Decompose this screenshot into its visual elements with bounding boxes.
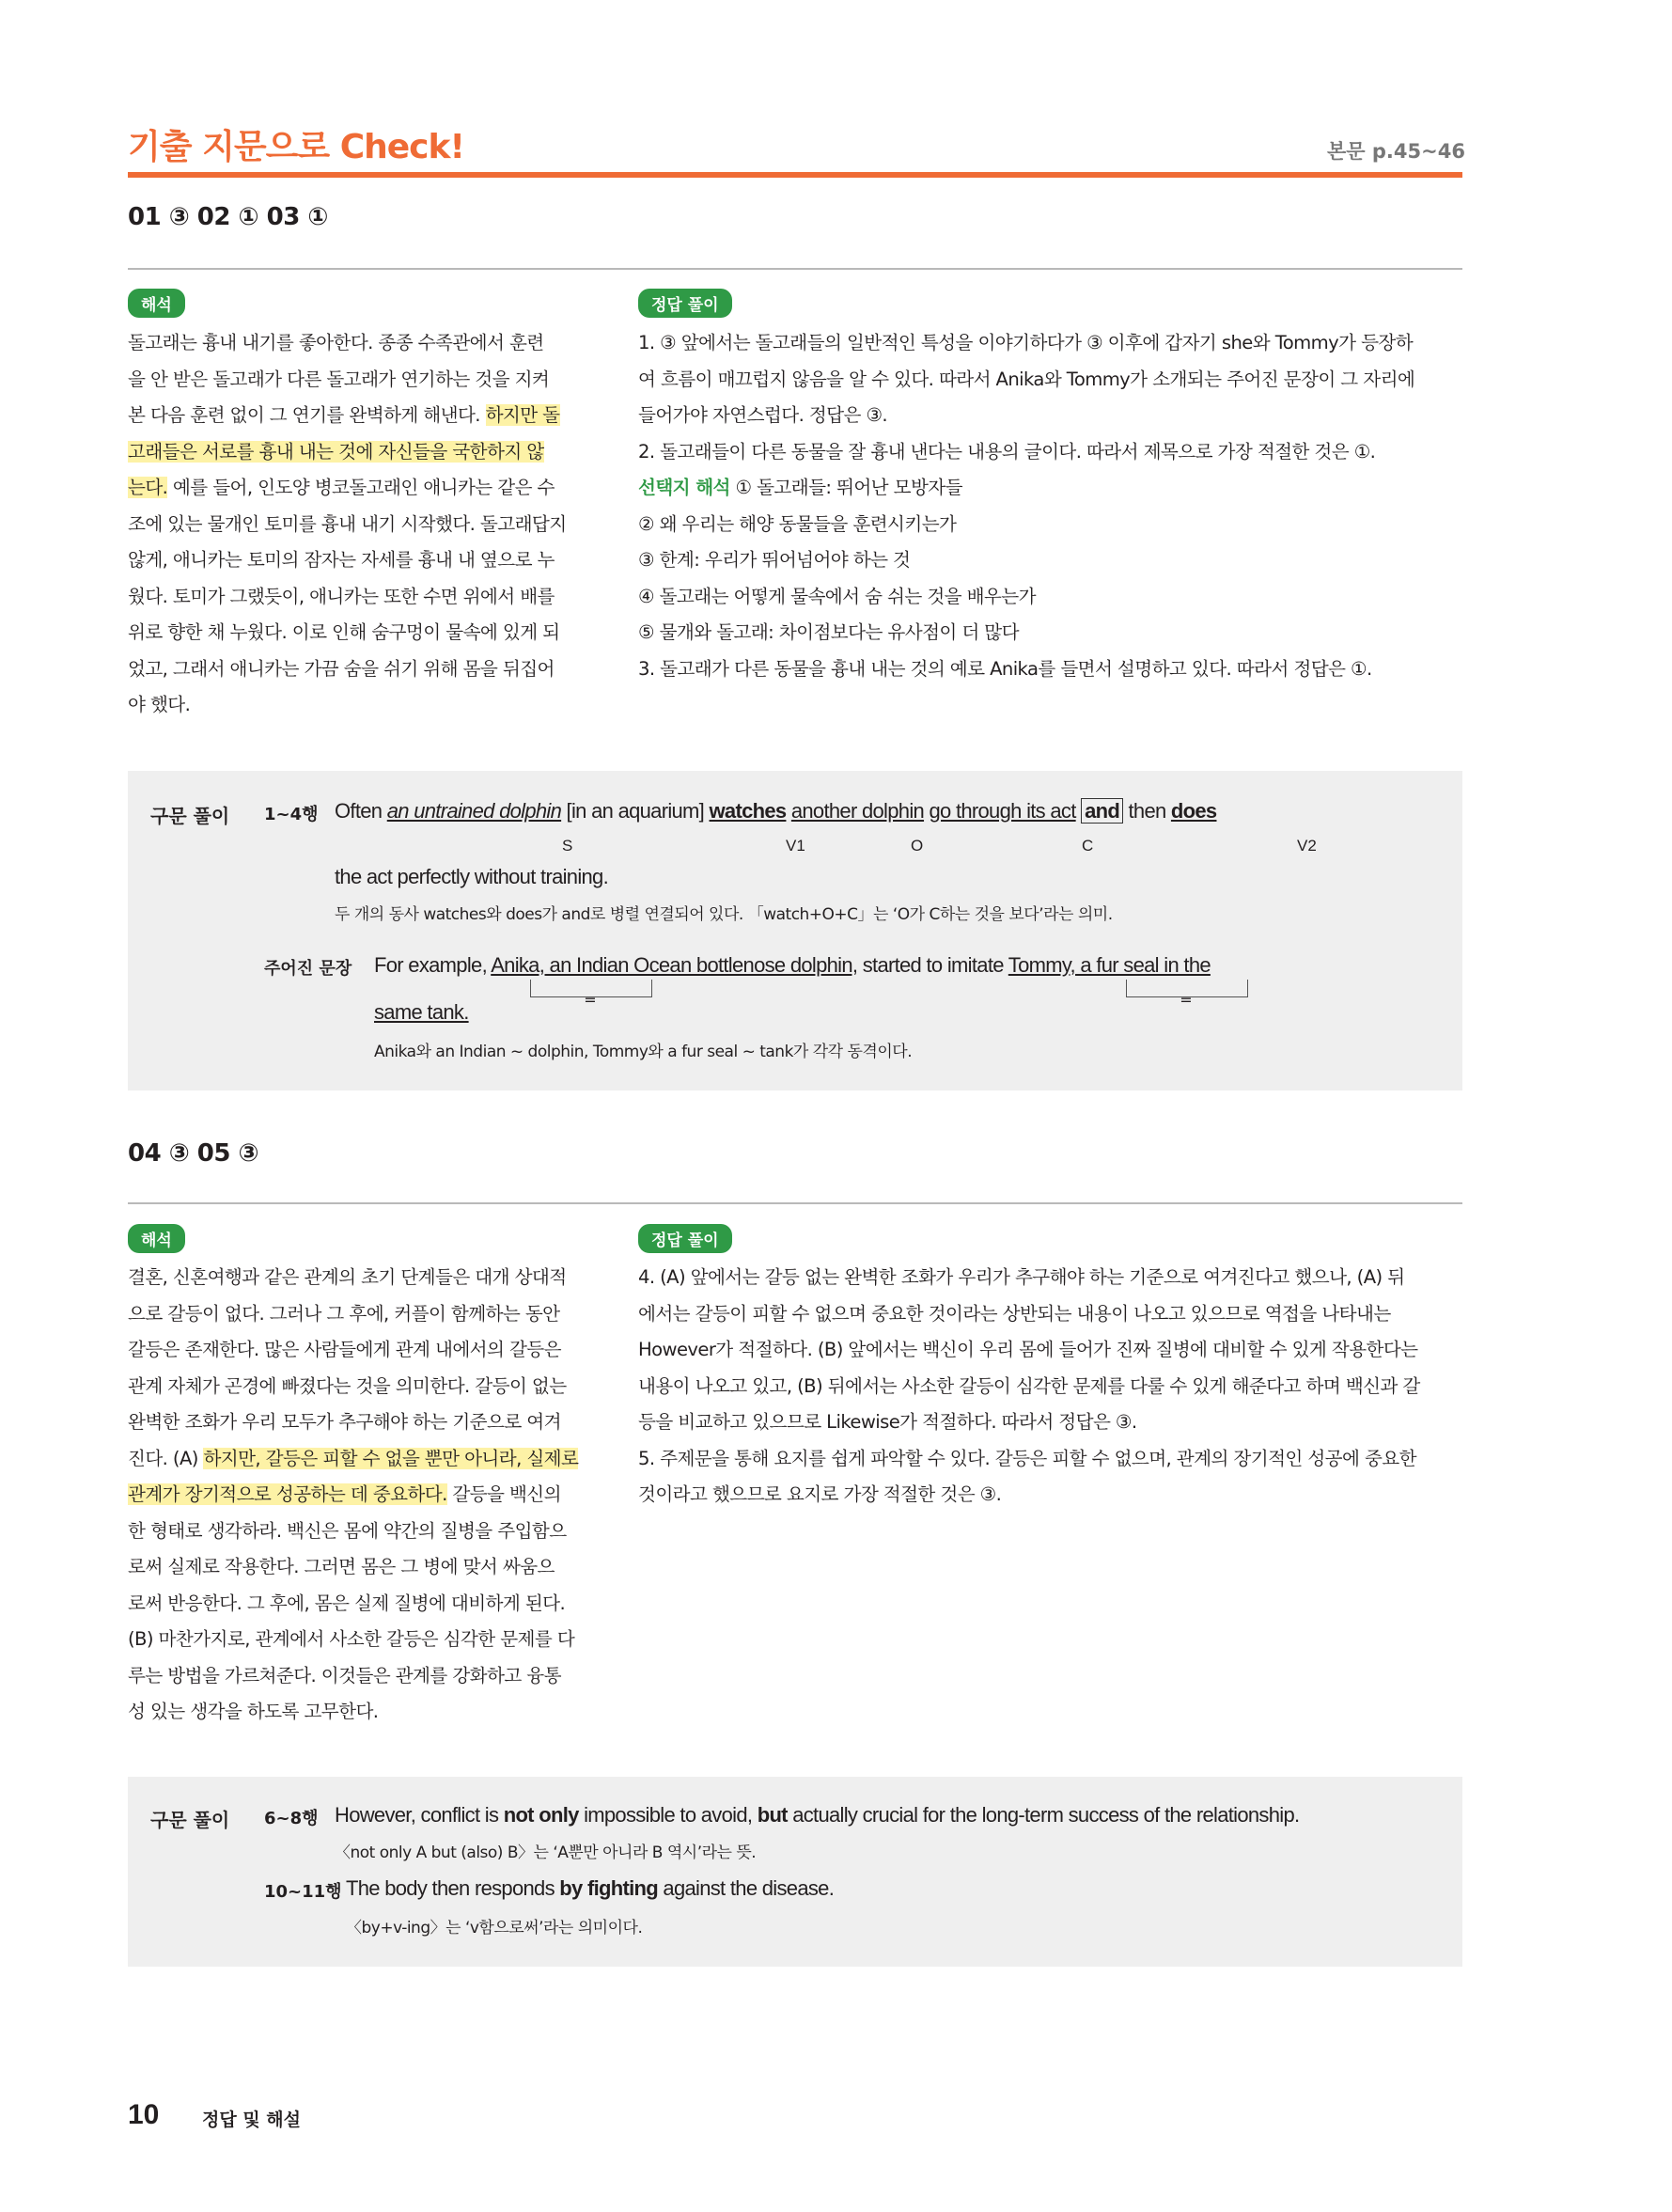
solution-line: ② 왜 우리는 해양 동물들을 훈련시키는가 xyxy=(638,512,957,535)
appositive-1: Anika, an Indian Ocean bottlenose dolphin, xyxy=(491,953,858,977)
translation-line: 야 했다. xyxy=(128,694,191,715)
text-run: Often xyxy=(335,799,387,823)
header-rule xyxy=(128,172,1462,178)
solution-line: 1. ③ 앞에서는 돌고래들의 일반적인 특성을 이야기하다가 ③ 이후에 갑자기 she와 Tommy가 등장하 xyxy=(638,332,1414,353)
translation-line: 루는 방법을 가르쳐준다. 이것들은 관계를 강화하고 융통 xyxy=(128,1664,561,1686)
given-sentence-label: 주어진 문장 xyxy=(264,959,352,979)
text-run: 진다. (A) xyxy=(128,1447,204,1469)
solution-line: 등을 비교하고 있으므로 Likewise가 적절하다. 따라서 정답은 ③. xyxy=(638,1411,1137,1433)
translation-line: 관계 자체가 곤경에 빠졌다는 것을 의미한다. 갈등이 없는 xyxy=(128,1374,567,1397)
highlight-run: 관계가 장기적으로 성공하는 데 중요하다. xyxy=(128,1483,447,1505)
complement-phrase: go through its act xyxy=(929,799,1076,823)
solution-badge xyxy=(638,289,732,318)
section2-rule xyxy=(128,1202,1462,1204)
text-run: same tank. xyxy=(374,1000,469,1024)
syntax-label: 구문 풀이 xyxy=(150,1809,230,1831)
equals-sign-2: = xyxy=(1180,991,1193,1009)
translation-line: 않게, 애니카는 토미의 잠자는 자세를 흉내 내 옆으로 누 xyxy=(128,549,555,571)
text-run: 예를 들어, 인도양 병코돌고래인 애니카는 같은 수 xyxy=(167,477,555,498)
equals-sign-1: = xyxy=(584,991,597,1009)
translation-line: 돌고래는 흉내 내기를 좋아한다. 종종 수족관에서 훈련 xyxy=(128,332,544,353)
line-reference: 6~8행 xyxy=(264,1809,319,1828)
translation-line: 웠다. 토미가 그랬듯이, 애니카는 또한 수면 위에서 배를 xyxy=(128,585,555,607)
syntax-note-3: 〈not only A but (also) B〉는 ‘A뿐만 아니라 B 역시’라는 뜻. xyxy=(335,1843,757,1862)
solution-line: 에서는 갈등이 피할 수 없으며 중요한 것이라는 상반되는 내용이 나오고 있으므로 역접을 나타내는 xyxy=(638,1302,1391,1325)
text-run: However, conflict is xyxy=(335,1803,504,1827)
text-run: ① 돌고래들: 뛰어난 모방자들 xyxy=(729,477,962,498)
text-run: For example, xyxy=(374,953,492,977)
translation-line xyxy=(128,434,567,471)
translation-line: 한 형태로 생각하라. 백신은 몸에 약간의 질병을 주입함으 xyxy=(128,1519,567,1542)
translation-label: 해석 xyxy=(128,289,185,318)
tag-subject: S xyxy=(562,837,573,855)
translation-line: 갈등은 존재한다. 많은 사람들에게 관계 내에서의 갈등은 xyxy=(128,1339,561,1360)
solution-line: 5. 주제문을 통해 요지를 쉽게 파악할 수 있다. 갈등은 피할 수 없으며, 관계의 장기적인 성공에 중요한 xyxy=(638,1447,1416,1469)
syntax-box-2 xyxy=(128,1777,1462,1967)
translation-line xyxy=(128,398,567,434)
translation-text xyxy=(128,325,567,724)
text-run: 돌고래답지 xyxy=(475,512,567,535)
translation-line: 을 안 받은 돌고래가 다른 돌고래가 연기하는 것을 지켜 xyxy=(128,368,550,390)
highlight-run: 고래들은 서로를 흉내 내는 것에 자신들을 국한하지 않 xyxy=(128,440,544,463)
solution-line: ③ 한계: 우리가 뛰어넘어야 하는 것 xyxy=(638,549,911,571)
solution-label: 정답 풀이 xyxy=(638,289,732,318)
translation-badge xyxy=(128,289,185,318)
translation-line xyxy=(128,1441,578,1478)
page-title: 기출 지문으로 Check! xyxy=(128,128,464,166)
translation-line xyxy=(128,470,567,507)
tag-verb-2: V2 xyxy=(1297,837,1317,855)
highlight-run: 는다. xyxy=(128,477,168,498)
syntax-sentence-3 xyxy=(335,1803,1299,1828)
translation-line: 완벽한 조화가 우리 모두가 추구해야 하는 기준으로 여겨 xyxy=(128,1411,561,1433)
solution-line: 4. (A) 앞에서는 갈등 없는 완벽한 조화가 우리가 추구해야 하는 기준으로 여겨진다고 했으나, (A) 뒤 xyxy=(638,1266,1405,1288)
syntax-note-1: 두 개의 동사 watches와 does가 and로 병렬 연결되어 있다. 「watch+O+C」는 ‘O가 C하는 것을 보다’라는 의미. xyxy=(335,905,1113,924)
tag-verb-1: V1 xyxy=(786,837,805,855)
text-run: against the disease. xyxy=(658,1876,835,1900)
solution-line: 내용이 나오고 있고, (B) 뒤에서는 사소한 갈등이 심각한 문제를 다룰 수 있게 해준다고 하며 백신과 갈 xyxy=(638,1374,1420,1397)
solution-line: ⑤ 물개와 돌고래: 차이점보다는 유사점이 더 많다 xyxy=(638,621,1019,643)
translation-line: 었고, 그래서 애니카는 가끔 숨을 쉬기 위해 몸을 뒤집어 xyxy=(128,657,555,680)
page-reference: 본문 p.45~46 xyxy=(1327,140,1465,163)
solution-line: 3. 돌고래가 다른 동물을 흉내 내는 것의 예로 Anika를 들면서 설명하고 있다. 따라서 정답은 ①. xyxy=(638,657,1372,680)
syntax-note-2: Anika와 an Indian ~ dolphin, Tommy와 a fur seal ~ tank가 각각 동격이다. xyxy=(374,1043,913,1061)
solution-badge-2 xyxy=(638,1224,732,1253)
syntax-note-4: 〈by+v-ing〉는 ‘v함으로써’라는 의미이다. xyxy=(346,1919,643,1937)
text-run: 조에 있는 물개인 토미를 흉내 내기 시작했다. xyxy=(128,512,476,535)
syntax-sentence-1 xyxy=(335,799,1216,824)
solution-line: 2. 돌고래들이 다른 동물을 잘 흉내 낸다는 내용의 글이다. 따라서 제목으로 가장 적절한 것은 ①. xyxy=(638,440,1376,463)
text-run: The body then responds xyxy=(346,1876,560,1900)
subject-phrase: an untrained dolphin xyxy=(386,799,562,823)
text-run: started to imitate xyxy=(857,953,1008,977)
object-phrase: another dolphin xyxy=(790,799,925,823)
appositive-2: Tommy, a fur seal in the xyxy=(1008,953,1211,977)
given-sentence-cont xyxy=(374,1000,469,1025)
bold-run: by fighting xyxy=(559,1876,659,1900)
bold-run: not only xyxy=(503,1803,579,1827)
translation-line: (B) 마찬가지로, 관계에서 사소한 갈등은 심각한 문제를 다 xyxy=(128,1628,575,1650)
translation-label: 해석 xyxy=(128,1224,185,1253)
line-reference: 10~11행 xyxy=(264,1882,342,1902)
bold-run: but xyxy=(757,1803,788,1827)
given-sentence xyxy=(374,953,1211,978)
page-number: 10 xyxy=(128,2099,160,2130)
text-run: impossible to avoid, xyxy=(578,1803,758,1827)
solution-line: ④ 돌고래는 어떻게 물속에서 숨 쉬는 것을 배우는가 xyxy=(638,585,1036,607)
translation-line: 으로 갈등이 없다. 그러나 그 후에, 커플이 함께하는 동안 xyxy=(128,1302,560,1325)
verb-1: watches xyxy=(709,799,787,823)
solution-line xyxy=(638,470,1414,507)
text-run: 본 다음 훈련 없이 그 연기를 완벽하게 해낸다. xyxy=(128,404,486,426)
syntax-sentence-1-cont: the act perfectly without training. xyxy=(335,865,608,888)
tag-object: O xyxy=(911,837,924,855)
translation-text-2 xyxy=(128,1260,578,1731)
text-run: 갈등을 백신의 xyxy=(446,1483,561,1505)
solution-line: 들어가야 자연스럽다. 정답은 ③. xyxy=(638,404,888,426)
highlight-run: 하지만 돌 xyxy=(485,404,560,426)
verb-2: does xyxy=(1170,799,1217,823)
choices-label: 선택지 해석 xyxy=(638,477,730,498)
translation-line: 위로 향한 채 누웠다. 이로 인해 숨구멍이 물속에 있게 되 xyxy=(128,621,560,643)
syntax-label: 구문 풀이 xyxy=(150,805,230,827)
conjunction-box: and xyxy=(1081,798,1123,824)
solution-line: 것이라고 했으므로 요지로 가장 적절한 것은 ③. xyxy=(638,1483,1002,1505)
solution-line: 여 흐름이 매끄럽지 않음을 알 수 있다. 따라서 Anika와 Tommy가 소개되는 주어진 문장이 그 자리에 xyxy=(638,368,1415,390)
translation-line xyxy=(128,1477,578,1514)
translation-line: 성 있는 생각을 하도록 고무한다. xyxy=(128,1701,379,1722)
highlight-run: 하지만, 갈등은 피할 수 없을 뿐만 아니라, 실제로 xyxy=(203,1447,579,1469)
tag-complement: C xyxy=(1082,837,1094,855)
text-run: [in an aquarium] xyxy=(561,799,710,823)
answers-04-05: 04 ③ 05 ③ xyxy=(128,1139,259,1168)
translation-line xyxy=(128,507,567,543)
solution-line: However가 적절하다. (B) 앞에서는 백신이 우리 몸에 들어가 진짜 질병에 대비할 수 있게 작용한다는 xyxy=(638,1339,1418,1360)
text-run: actually crucial for the long-term success of the relationship. xyxy=(787,1803,1300,1827)
translation-line: 로써 실제로 작용한다. 그러면 몸은 그 병에 맞서 싸움으 xyxy=(128,1556,555,1577)
translation-line: 결혼, 신혼여행과 같은 관계의 초기 단계들은 대개 상대적 xyxy=(128,1266,567,1288)
translation-badge-2 xyxy=(128,1224,185,1253)
syntax-sentence-4 xyxy=(346,1876,834,1901)
line-reference: 1~4행 xyxy=(264,805,319,824)
section1-rule xyxy=(128,268,1462,270)
answers-01-03: 01 ③ 02 ① 03 ① xyxy=(128,203,328,231)
solution-label: 정답 풀이 xyxy=(638,1224,732,1253)
solution-text-2 xyxy=(638,1260,1420,1514)
text-run: then xyxy=(1123,799,1171,823)
footer-text: 정답 및 해설 xyxy=(202,2110,301,2130)
translation-line: 로써 반응한다. 그 후에, 몸은 실제 질병에 대비하게 된다. xyxy=(128,1592,566,1614)
solution-text xyxy=(638,325,1414,687)
syntax-box-1 xyxy=(128,771,1462,1090)
